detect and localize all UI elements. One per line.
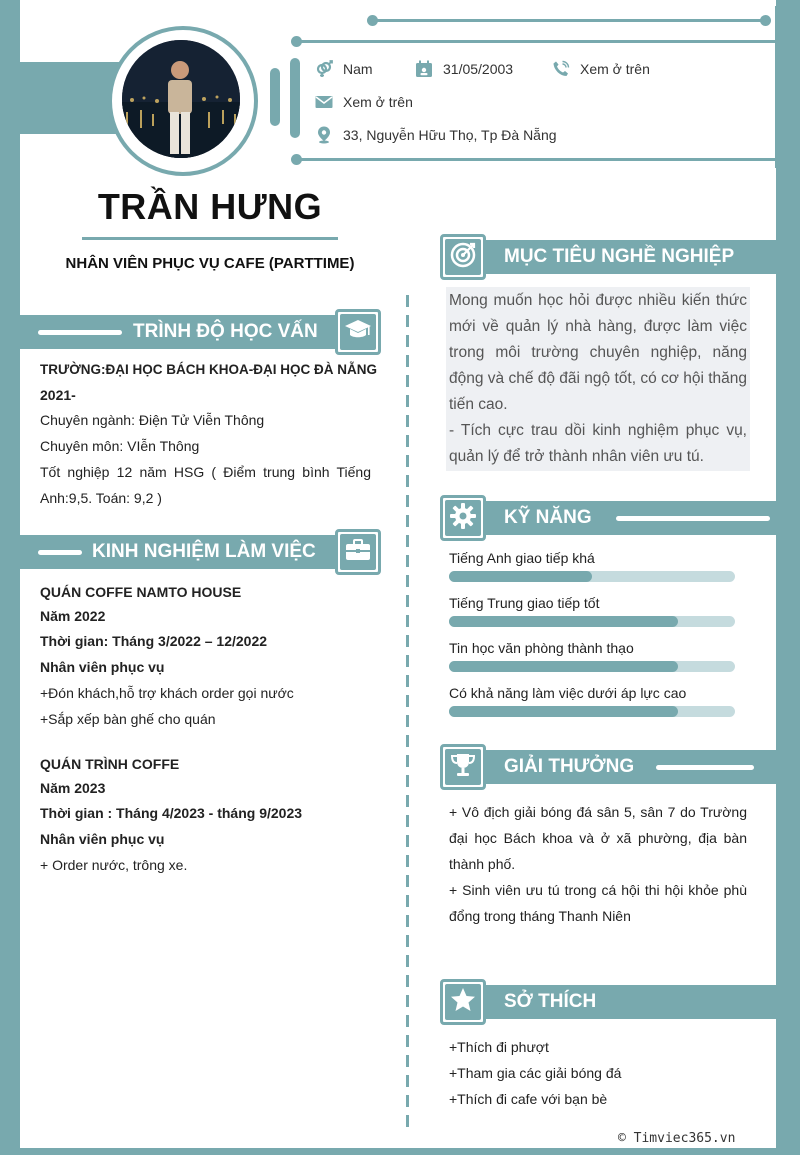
skill-bar <box>449 616 735 627</box>
calendar-icon <box>415 60 433 78</box>
contact-bracket-bar <box>290 58 300 138</box>
hobbies-header <box>470 985 776 1019</box>
hobbies-icon-box <box>440 979 486 1025</box>
gender-icon <box>315 60 333 78</box>
address-value: 33, Nguyễn Hữu Thọ, Tp Đà Nẵng <box>343 127 557 143</box>
section-bar <box>616 516 770 521</box>
contact-gender <box>315 60 373 78</box>
objective-paragraph: - Tích cực trau dồi kinh nghiệm phục vụ, quản lý để trở thành nhân viên ưu tú. <box>449 422 747 465</box>
birthday-value: 31/05/2003 <box>443 61 514 77</box>
job-role: Nhân viên phục vụ <box>40 659 165 675</box>
objective-header <box>470 240 776 274</box>
skill-label: Có khả năng làm việc dưới áp lực cao <box>449 685 687 701</box>
header-line <box>298 158 776 161</box>
section-bar <box>38 550 82 555</box>
skill-label: Tiếng Anh giao tiếp khá <box>449 550 595 566</box>
job-task: + Order nước, trông xe. <box>40 857 188 873</box>
skill-bar <box>449 571 735 582</box>
education-major: Chuyên ngành: Điện Tử Viễn Thông <box>40 412 265 428</box>
hobby-item: +Tham gia các giải bóng đá <box>449 1065 622 1081</box>
job-company: QUÁN COFFE NAMTO HOUSE <box>40 584 242 600</box>
email-value: Xem ở trên <box>343 94 413 110</box>
job-company: QUÁN TRÌNH COFFE <box>40 756 180 772</box>
skill-bar-fill <box>449 661 678 672</box>
header-divider-bar <box>270 68 280 126</box>
graduation-cap-icon <box>344 318 372 347</box>
education-school: TRƯỜNG:ĐẠI HỌC BÁCH KHOA-ĐẠI HỌC ĐÀ NẴNG <box>40 362 377 377</box>
skills-title: KỸ NĂNG <box>504 507 592 528</box>
mail-icon <box>315 93 333 111</box>
job-period: Thời gian: Tháng 3/2022 – 12/2022 <box>40 633 268 649</box>
column-divider <box>406 295 409 1127</box>
frame-right <box>776 0 800 1155</box>
job-task: +Sắp xếp bàn ghế cho quán <box>40 711 216 727</box>
job-year: Năm 2022 <box>40 608 106 624</box>
frame-bottom <box>0 1148 800 1155</box>
header-dot <box>760 15 771 26</box>
contact-email <box>315 93 413 111</box>
hobbies-title: SỞ THÍCH <box>504 991 597 1012</box>
awards-icon-box <box>440 744 486 790</box>
education-icon-box <box>335 309 381 355</box>
awards-title: GIẢI THƯỞNG <box>504 756 635 777</box>
contact-address <box>315 126 557 144</box>
header-line <box>375 19 765 22</box>
awards-header <box>470 750 776 784</box>
objective-paragraph: Mong muốn học hỏi được nhiều kiến thức mới về quản lý nhà hàng, được làm việc trong môi trường chuyên nghiệp, năng động và chế độ đãi ngộ tốt, có cơ hội thăng tiến cao. <box>449 292 747 413</box>
education-graduation: Tốt nghiệp 12 năm HSG ( Điểm trung bình Tiếng Anh:9,5. Toán: 9,2 ) <box>40 464 371 506</box>
award-item: + Vô địch giải bóng đá sân 5, sân 7 do Trường đại học Bách khoa và ở xã phường, địa bàn thành phố. <box>449 804 747 872</box>
award-item: + Sinh viên ưu tú trong cá hội thi hội khỏe phù đổng trong tháng Thanh Niên <box>449 882 747 924</box>
contact-birthday <box>415 60 513 78</box>
avatar <box>122 40 240 158</box>
job-year: Năm 2023 <box>40 780 106 796</box>
job-role: Nhân viên phục vụ <box>40 831 165 847</box>
skill-label: Tin học văn phòng thành thạo <box>449 640 634 656</box>
skills-header <box>470 501 776 535</box>
phone-icon <box>552 60 570 78</box>
objective-icon-box <box>440 234 486 280</box>
objective-title: MỤC TIÊU NGHỀ NGHIỆP <box>504 246 735 267</box>
hobby-item: +Thích đi phượt <box>449 1039 549 1055</box>
skill-label: Tiếng Trung giao tiếp tốt <box>449 595 600 611</box>
gear-icon <box>449 502 477 535</box>
star-icon <box>449 986 477 1019</box>
education-specialty: Chuyên môn: VIễn Thông <box>40 438 200 454</box>
skill-bar-fill <box>449 616 678 627</box>
skill-bar-fill <box>449 706 678 717</box>
header-right-border <box>775 6 778 168</box>
hobby-item: +Thích đi cafe với bạn bè <box>449 1091 608 1107</box>
job-task: +Đón khách,hỗ trợ khách order gọi nước <box>40 685 294 701</box>
section-bar <box>38 330 122 335</box>
contact-phone <box>552 60 650 78</box>
name-underline <box>82 237 338 240</box>
header-line <box>298 40 776 43</box>
gender-value: Nam <box>343 61 373 77</box>
objective-text <box>446 287 750 471</box>
skill-bar-fill <box>449 571 592 582</box>
job-period: Thời gian : Tháng 4/2023 - tháng 9/2023 <box>40 805 303 821</box>
skill-bar <box>449 661 735 672</box>
phone-value: Xem ở trên <box>580 61 650 77</box>
candidate-name: TRẦN HƯNG <box>97 186 323 227</box>
experience-icon-box <box>335 529 381 575</box>
target-icon <box>449 241 477 274</box>
skill-bar <box>449 706 735 717</box>
skills-icon-box <box>440 495 486 541</box>
education-header <box>20 315 360 349</box>
section-bar <box>656 765 754 770</box>
experience-header <box>20 535 360 569</box>
job-title: NHÂN VIÊN PHỤC VỤ CAFE (PARTTIME) <box>65 255 355 272</box>
location-icon <box>315 126 333 144</box>
education-title: TRÌNH ĐỘ HỌC VẤN <box>133 321 318 342</box>
experience-title: KINH NGHIỆM LÀM VIỆC <box>92 541 316 562</box>
frame-left <box>0 0 20 1155</box>
briefcase-icon <box>344 538 372 567</box>
education-year: 2021- <box>40 387 76 403</box>
watermark: © Timviec365.vn <box>618 1131 736 1146</box>
trophy-icon <box>449 751 477 784</box>
